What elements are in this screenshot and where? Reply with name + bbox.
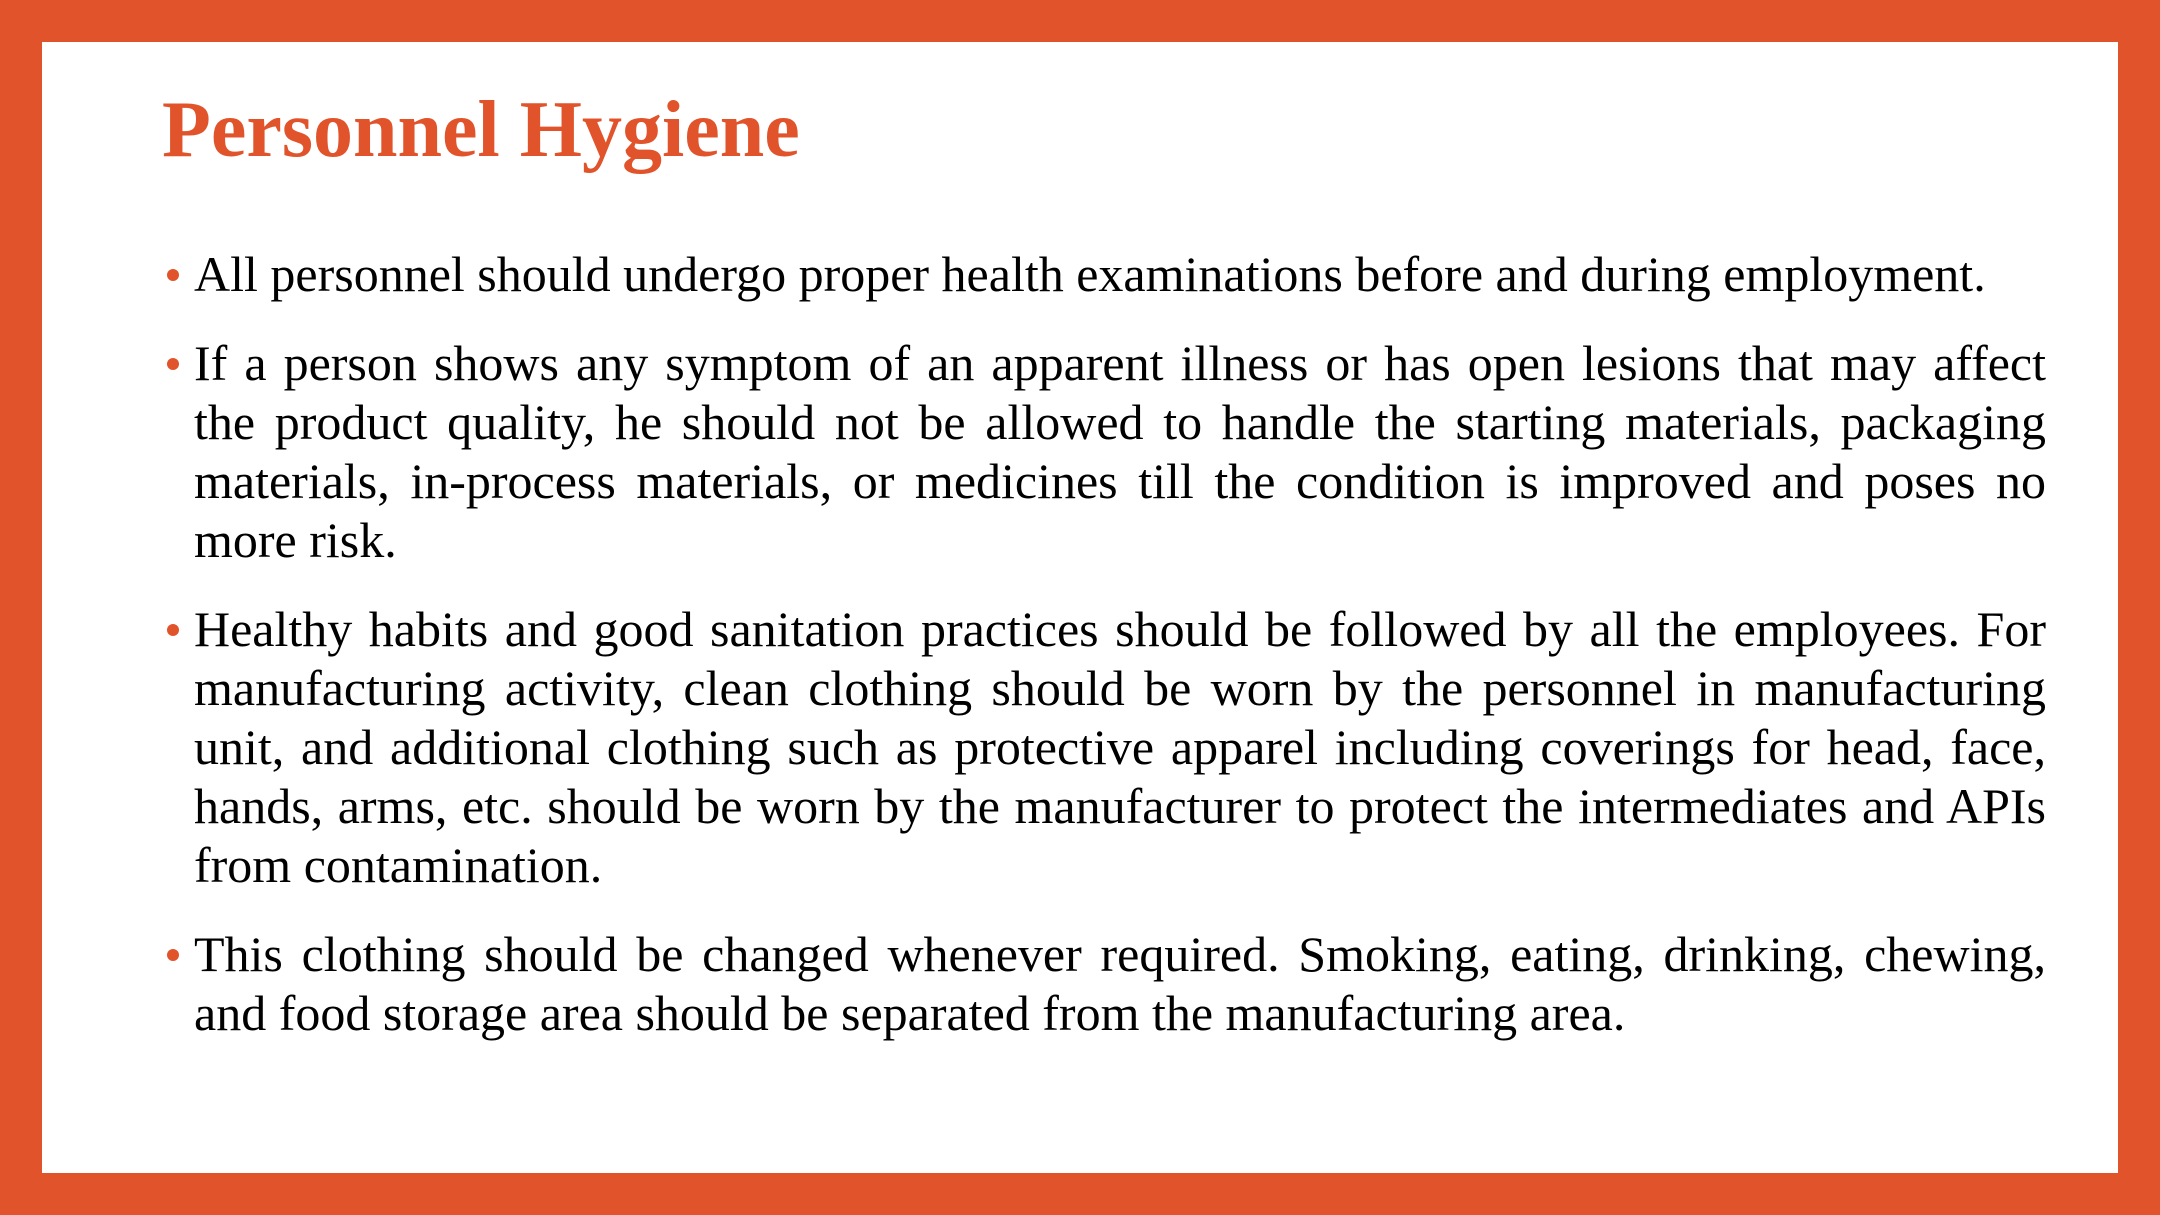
bullet-text: All personnel should undergo proper health examinations before and during employment. bbox=[194, 246, 1986, 302]
bullet-text: If a person shows any symptom of an apparent illness or has open lesions that may affect the product quality, he should not be allowed to handle the starting materials, packaging materials, in-process materials, or medicines till the condition is improved and poses no more risk. bbox=[194, 335, 2046, 568]
slide-title: Personnel Hygiene bbox=[162, 86, 800, 174]
bullet-dot-icon bbox=[162, 925, 184, 984]
bullet-text: Healthy habits and good sanitation practices should be followed by all the employees. For manufacturing activity, clean clothing should be worn by the personnel in manufacturing unit, and additional clothing such as protective apparel including coverings for head, face, hands, arms, etc. should be worn by the manufacturer to protect the intermediates and APIs from contamination. bbox=[194, 601, 2046, 893]
bullet-dot-icon bbox=[162, 245, 184, 304]
bullet-item bbox=[194, 600, 2046, 895]
bullet-list bbox=[194, 245, 2046, 1073]
bullet-dot-icon bbox=[162, 334, 184, 393]
slide-canvas bbox=[42, 42, 2118, 1173]
bullet-text: This clothing should be changed whenever required. Smoking, eating, drinking, chewing, and food storage area should be separated from the manufacturing area. bbox=[194, 926, 2046, 1041]
bullet-item bbox=[194, 245, 2046, 304]
bullet-item bbox=[194, 334, 2046, 570]
bullet-dot-icon bbox=[162, 600, 184, 659]
bullet-item bbox=[194, 925, 2046, 1043]
